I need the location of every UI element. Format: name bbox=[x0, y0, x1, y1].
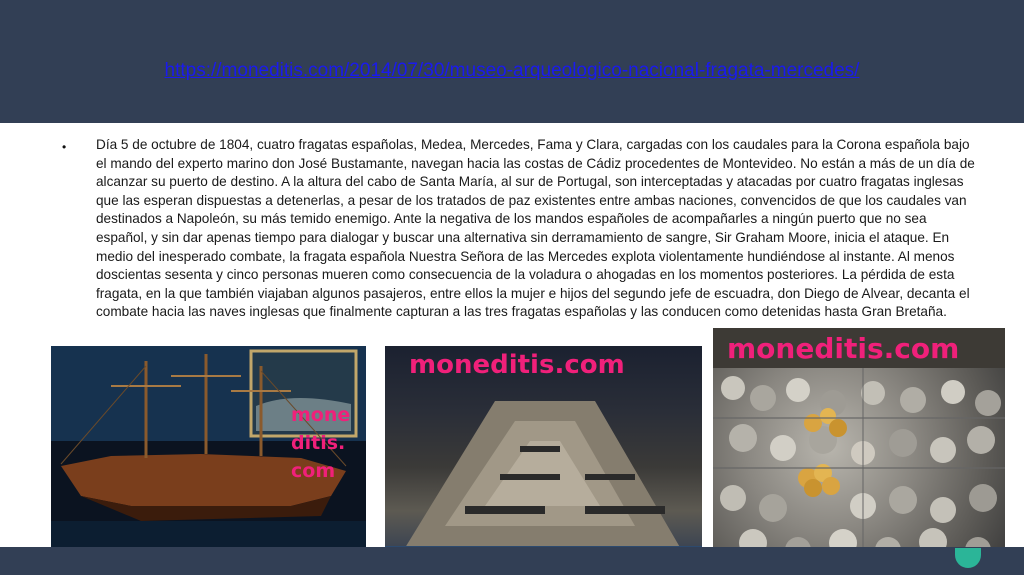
watermark-line: com bbox=[291, 460, 336, 482]
header-band bbox=[0, 0, 1024, 123]
body-paragraph: Día 5 de octubre de 1804, cuatro fragatas españolas, Medea, Mercedes, Fama y Clara, cargadas con los caudales para la Corona española bajo el mando del experto marino don José Bustamante, navegan hacia las costas de Cádiz procedentes de Montevideo. No están a más de un día de alcanzar su puerto de destino. A la altura del cabo de Santa María, al sur de Portugal, son interceptadas y atacadas por cuatro fragatas inglesas que las esperan dispuestas a detenerlas, a pesar de los tratados de paz existentes entre ambas naciones, convencidos de que los caudales van destinados a Napoleón, su más temido enemigo. Ante la negativa de los mandos españoles de acompañarles a ningún puerto que no sea español, y sin dar apenas tiempo para dialogar y buscar una alternativa sin derramamiento de sangre, Sir Graham Moore, inicia el ataque. En medio del inesperado combate, la fragata española Nuestra Señora de las Mercedes explota violentamente hundiéndose al instante. Al menos doscientas sesenta y cinco personas mueren como consecuencia de la voladura o ahogadas en los momentos posteriores. La pérdida de esta fragata, en la que también viajaban algunos pasajeros, entre ellos la mujer e hijos del segundo jefe de escuadra, don Diego de Alvear, decanta el combate hacia las naves inglesas que finalmente capturan a las tres fragatas españolas y las conducen como detenidas hasta Gran Bretaña. bbox=[96, 137, 975, 320]
watermark-stack bbox=[291, 401, 350, 485]
watermark: moneditis.com bbox=[409, 350, 625, 380]
coins-closeup-photo bbox=[713, 328, 1005, 566]
source-link[interactable]: https://moneditis.com/2014/07/30/museo-arqueologico-nacional-fragata-mercedes/ bbox=[164, 60, 860, 81]
bullet-marker: • bbox=[62, 140, 67, 154]
coin-pyramid-photo bbox=[385, 346, 702, 566]
watermark-line: mone bbox=[291, 404, 351, 426]
watermark: moneditis.com bbox=[727, 332, 960, 365]
watermark-line: ditis. bbox=[291, 432, 346, 454]
ship-model-photo bbox=[51, 346, 366, 566]
footer-band bbox=[0, 547, 1024, 575]
